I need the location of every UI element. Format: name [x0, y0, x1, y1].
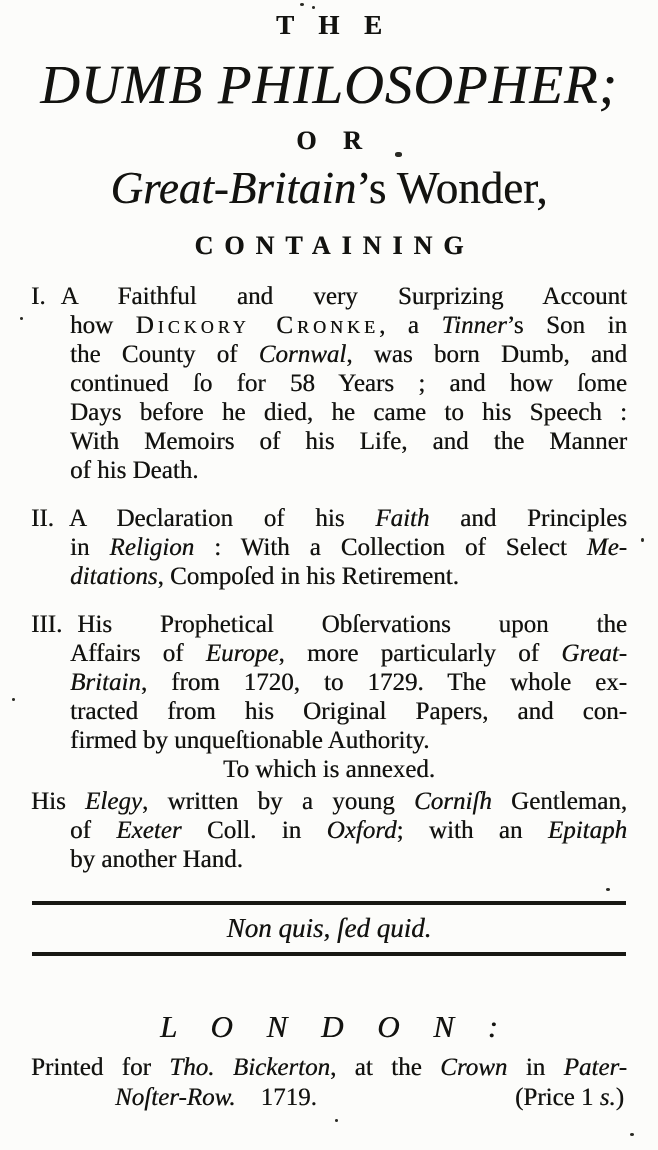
text-line — [31, 282, 627, 311]
text-line — [31, 913, 627, 943]
italic-text: Me- — [586, 534, 628, 561]
italic-text: Exeter — [116, 817, 182, 844]
text-segment: Printed for — [31, 1054, 170, 1081]
text-segment: Coll. in — [181, 817, 327, 844]
scan-speck — [335, 1119, 338, 1122]
text-segment: Affairs of — [70, 640, 206, 667]
text-segment: , written by a young — [141, 788, 414, 815]
text-segment: With Memoirs of his Life, and the Manner — [70, 428, 627, 455]
text-line — [515, 1083, 624, 1113]
text-line — [31, 533, 627, 562]
text-line — [31, 504, 627, 533]
imprint-address-year — [115, 1083, 317, 1113]
text-segment: of his Death. — [70, 457, 199, 484]
italic-text: Faith — [375, 505, 430, 532]
motto-line — [31, 905, 627, 952]
text-line — [115, 1083, 317, 1113]
scan-speck — [630, 1133, 634, 1136]
text-segment: (Price 1 — [514, 1084, 600, 1111]
text-segment: II. — [31, 505, 54, 532]
text-line — [31, 369, 627, 398]
text-segment: how — [70, 312, 136, 339]
italic-text: Cornwal — [258, 341, 347, 368]
text-line — [31, 562, 627, 591]
text-segment: , was born Dumb, and — [346, 341, 627, 368]
italic-text: Tho. Bickerton — [169, 1054, 330, 1081]
text-segment: ) — [615, 1084, 624, 1111]
text-line — [31, 427, 627, 456]
annexed-line: To which is annexed. — [222, 756, 436, 783]
italic-text: Great-Britain — [110, 163, 357, 213]
half-title-the: T H E — [275, 10, 392, 40]
text-line — [31, 816, 627, 845]
italic-text: Great- — [561, 640, 627, 667]
text-line — [31, 845, 627, 874]
italic-text: Crown — [440, 1054, 508, 1081]
text-segment: Wonder, — [396, 163, 548, 213]
italic-text: Noſter-Row. — [115, 1084, 236, 1111]
imprint-publisher-line — [31, 1053, 627, 1083]
containing-label: CONTAINING — [194, 231, 475, 260]
page-title: DUMB PHILOSOPHER; — [40, 54, 618, 115]
text-segment: ’s — [356, 163, 397, 213]
text-segment: and Principles — [429, 505, 627, 532]
text-segment: by another Hand. — [70, 846, 243, 873]
imprint-city: L O N D O N : — [159, 1009, 512, 1044]
italic-text: Oxford — [326, 817, 397, 844]
text-segment: , from 1720, to 1729. The whole ex- — [140, 669, 627, 696]
text-segment: , a — [378, 312, 442, 339]
text-line — [31, 398, 627, 427]
scan-speck — [395, 152, 402, 157]
italic-text: Tinner — [441, 312, 507, 339]
italic-text: Corniſh — [413, 788, 492, 815]
text-line — [31, 697, 627, 726]
imprint-price — [515, 1083, 624, 1113]
small-caps-name: Dickory Cronke — [135, 312, 379, 339]
text-line — [31, 311, 627, 340]
italic-text: Europe — [205, 640, 279, 667]
subtitle — [31, 162, 627, 214]
scan-speck — [300, 3, 304, 6]
text-segment: firmed by unqueſtionable Authority. — [70, 727, 430, 754]
text-segment: A Faithful and very Surprizing Account — [60, 283, 627, 310]
text-line — [31, 340, 627, 369]
divider-rule-bottom — [32, 952, 626, 956]
text-segment: , Compoſed in his Retirement. — [157, 563, 459, 590]
text-segment: in — [70, 534, 110, 561]
text-line — [31, 726, 627, 755]
text-segment: ’s Son in — [506, 312, 627, 339]
section-3 — [31, 610, 627, 755]
scan-speck — [606, 888, 610, 891]
italic-text: Religion — [109, 534, 195, 561]
text-segment: , more particularly of — [278, 640, 562, 667]
text-segment: Days before he died, he came to his Speech : — [70, 399, 627, 426]
text-segment: ; with an — [396, 817, 548, 844]
text-segment: of — [70, 817, 117, 844]
text-line — [31, 787, 627, 816]
section-2 — [31, 504, 627, 591]
scan-speck — [312, 6, 315, 9]
text-segment: : With a Collection of Select — [194, 534, 587, 561]
scan-speck — [641, 538, 644, 542]
scan-speck — [12, 698, 15, 701]
section-1 — [31, 282, 627, 485]
italic-text: Epitaph — [547, 817, 628, 844]
scan-speck — [20, 317, 23, 320]
italic-text: Britain — [70, 669, 141, 696]
text-line — [31, 668, 627, 697]
imprint-bottom-row — [31, 1083, 627, 1113]
text-line — [31, 1053, 627, 1083]
italic-text: ditations — [70, 563, 158, 590]
text-segment: 1719. — [235, 1084, 317, 1111]
text-segment: I. — [31, 283, 46, 310]
text-line — [31, 162, 627, 214]
italic-text: Elegy — [85, 788, 142, 815]
italic-text: Non quis, ſed quid. — [226, 913, 432, 943]
text-segment: His — [31, 788, 86, 815]
text-segment: His Prophetical Obſervations upon the — [77, 611, 627, 638]
text-segment: tracted from his Original Papers, and con- — [70, 698, 627, 725]
elegy-paragraph — [31, 787, 627, 874]
text-segment: the County of — [70, 341, 259, 368]
title-conjunction-or: O R — [296, 126, 372, 155]
text-segment: III. — [31, 611, 63, 638]
text-line — [31, 456, 627, 485]
text-segment: continued ſo for 58 Years ; and how ſome — [70, 370, 627, 397]
text-segment: A Declaration of his — [68, 505, 376, 532]
italic-text: Pater- — [563, 1054, 627, 1081]
text-line — [31, 610, 627, 639]
text-segment: in — [507, 1054, 564, 1081]
text-segment: , at the — [330, 1054, 441, 1081]
text-segment: Gentleman, — [491, 788, 627, 815]
text-line — [31, 639, 627, 668]
italic-text: s. — [599, 1084, 616, 1111]
